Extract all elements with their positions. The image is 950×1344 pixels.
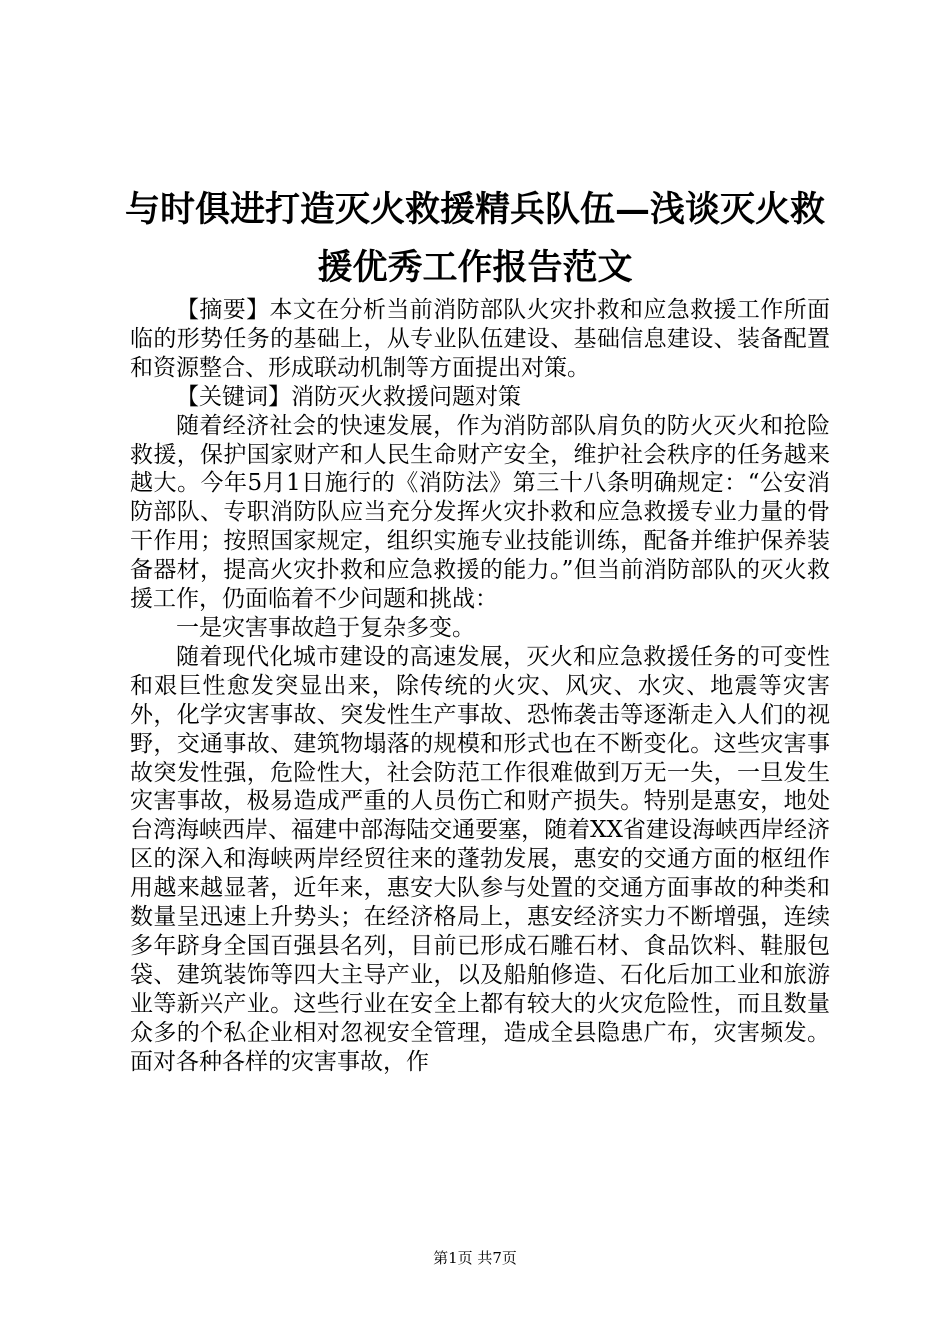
- document-title-line-2: 援优秀工作报告范文: [317, 247, 633, 288]
- abstract-paragraph: 【摘要】本文在分析当前消防部队火灾扑救和应急救援工作所面临的形势任务的基础上，从专业队伍建设、基础信息建设、装备配置和资源整合、形成联动机制等方面提出对策。: [130, 297, 830, 381]
- page-number-footer: 第1页 共7页: [433, 1249, 517, 1267]
- body-paragraph: 随着现代化城市建设的高速发展，灭火和应急救援任务的可变性和艰巨性愈发突显出来，除传统的火灾、风灾、水灾、地震等灾害外，化学灾害事故、突发性生产事故、恐怖袭击等逐渐走入人们的视野，交通事故、建筑物塌落的规模和形式也在不断变化。这些灾害事故突发性强，危险性大，社会防范工作很难做到万无一失，一旦发生灾害事故，极易造成严重的人员伤亡和财产损失。特别是惠安，地处台湾海峡西岸、福建中部海陆交通要塞，随着XX省建设海峡西岸经济区的深入和海峡两岸经贸往来的蓬勃发展，惠安的交通方面的枢纽作用越来越显著，近年来，惠安大队参与处置的交通方面事故的种类和数量呈迅速上升势头；在经济格局上，惠安经济实力不断增强，连续多年跻身全国百强县名列，目前已形成石雕石材、食品饮料、鞋服包袋、建筑装饰等四大主导产业，以及船舶修造、石化后加工业和旅游业等新兴产业。这些行业在安全上都有较大的火灾危险性，而且数量众多的个私企业相对忽视安全管理，造成全县隐患广布，灾害频发。面对各种各样的灾害事故，作: [130, 643, 830, 1075]
- document-title-line-1: 与时俱进打造灭火救援精兵队伍—浅谈灭火救: [124, 189, 825, 230]
- section-heading: 一是灾害事故趋于复杂多变。: [176, 614, 475, 641]
- keywords-paragraph: 【关键词】消防灭火救援问题对策: [176, 383, 521, 410]
- body-paragraph: 随着经济社会的快速发展，作为消防部队肩负的防火灭火和抢险救援，保护国家财产和人民生命财产安全，维护社会秩序的任务越来越大。今年5月1日施行的《消防法》第三十八条明确规定：“公安消防部队、专职消防队应当充分发挥火灾扑救和应急救援专业力量的骨干作用；按照国家规定，组织实施专业技能训练，配备并维护保养装备器材，提高火灾扑救和应急救援的能力。”但当前消防部队的灭火救援工作，仍面临着不少问题和挑战：: [130, 412, 830, 613]
- document-body: [130, 296, 830, 1076]
